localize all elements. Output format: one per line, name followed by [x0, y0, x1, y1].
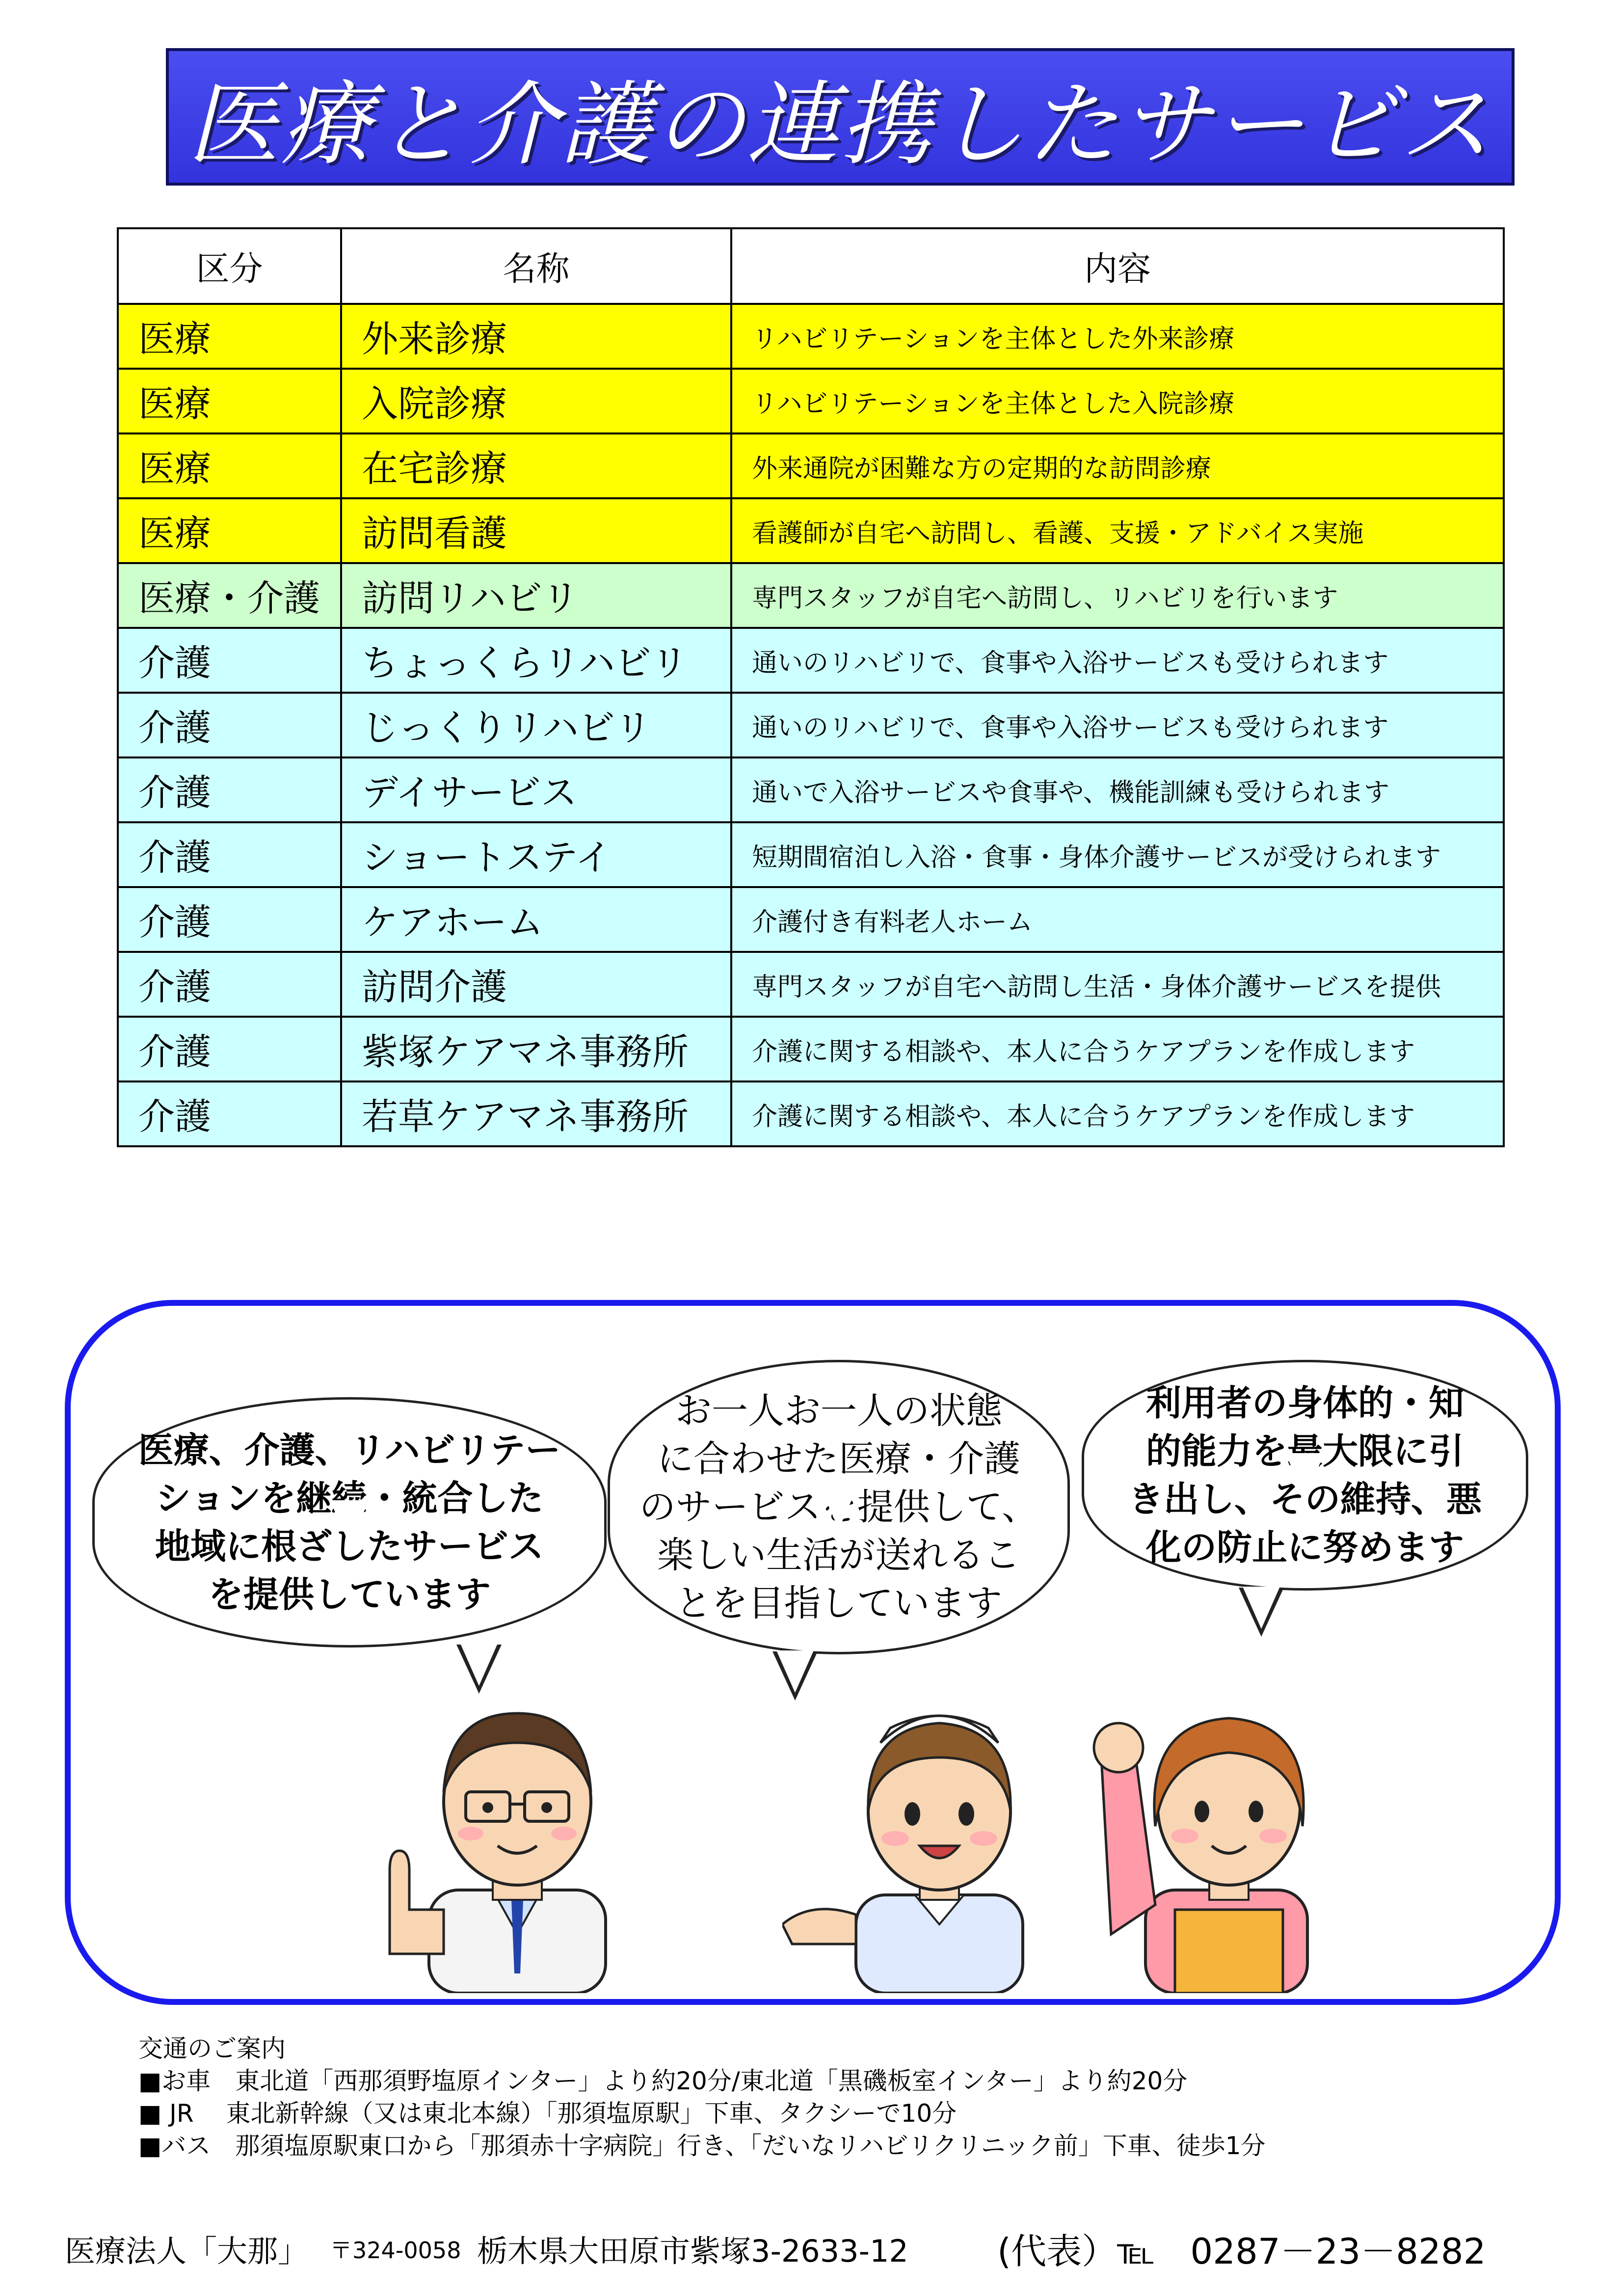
row-description: 外来通院が困難な方の定期的な訪問診療	[731, 433, 1504, 498]
speech-bubble-nurse-text: お一人お一人の状態 に合わせた医療・介護 のサービスを提供して、 楽しい生活が送れるこ とを目指しています	[639, 1390, 1038, 1624]
row-name: 訪問看護	[341, 498, 731, 563]
page-title: 医療と介護の連携したサービス	[187, 71, 1493, 178]
access-heading: 交通のご案内	[138, 2034, 286, 2063]
row-name: ケアホーム	[341, 887, 731, 952]
row-description: 通いで入浴サービスや食事や、機能訓練も受けられます	[731, 757, 1504, 822]
speech-bubble-doctor-text: 医療、介護、リハビリテー ションを継続・統合した 地域に根ざしたサービス を提供しています	[138, 1430, 561, 1615]
services-table	[117, 227, 1505, 1147]
row-description: リハビリテーションを主体とした外来診療	[731, 304, 1504, 369]
access-line-car: ■お車 東北道「西那須野塩原インター」より約20分/東北道「黒磯板室インター」より約20分	[138, 2067, 1188, 2095]
nurse-illustration	[782, 1669, 1087, 1993]
header-category: 区分	[118, 228, 341, 304]
row-name: 訪問リハビリ	[341, 563, 731, 628]
row-description: 介護に関する相談や、本人に合うケアプランを作成します	[731, 1081, 1504, 1146]
row-category: 介護	[118, 887, 341, 952]
access-line-bus: ■バス 那須塩原駅東口から「那須赤十字病院」行き、「だいなリハビリクリニック前」下車、徒歩1分	[138, 2132, 1266, 2160]
access-line-train: ■ JR 東北新幹線（又は東北本線）「那須塩原駅」下車、タクシーで10分	[138, 2099, 957, 2128]
row-name: 若草ケアマネ事務所	[341, 1081, 731, 1146]
table-row	[118, 952, 1504, 1017]
row-category: 医療	[118, 369, 341, 433]
row-category: 介護	[118, 822, 341, 887]
row-category: 介護	[118, 628, 341, 693]
row-category: 介護	[118, 1017, 341, 1081]
header-name: 名称	[341, 228, 731, 304]
row-name: 訪問介護	[341, 952, 731, 1017]
table-header-row	[118, 228, 1504, 304]
row-description: 短期間宿泊し入浴・食事・身体介護サービスが受けられます	[731, 822, 1504, 887]
speech-bubble-nurse	[608, 1360, 1070, 1654]
table-row	[118, 498, 1504, 563]
footer	[65, 2227, 1537, 2271]
row-category: 医療	[118, 433, 341, 498]
header-description: 内容	[731, 228, 1504, 304]
row-description: 介護に関する相談や、本人に合うケアプランを作成します	[731, 1017, 1504, 1081]
row-name: デイサービス	[341, 757, 731, 822]
row-category: 医療	[118, 304, 341, 369]
row-description: 看護師が自宅へ訪問し、看護、支援・アドバイス実施	[731, 498, 1504, 563]
row-name: 在宅診療	[341, 433, 731, 498]
row-description: 専門スタッフが自宅へ訪問し、リハビリを行います	[731, 563, 1504, 628]
table-row	[118, 693, 1504, 757]
row-name: 入院診療	[341, 369, 731, 433]
row-category: 介護	[118, 952, 341, 1017]
phone-number: (代表）℡ 0287－23－8282	[997, 2231, 1486, 2272]
speech-bubble-caregiver-text: 利用者の身体的・知 的能力を最大限に引 き出し、その維持、悪 化の防止に努めます	[1128, 1382, 1482, 1568]
table-row	[118, 304, 1504, 369]
org-name: 医療法人「大那」	[65, 2233, 309, 2269]
table-row	[118, 433, 1504, 498]
row-category: 医療	[118, 498, 341, 563]
table-row	[118, 822, 1504, 887]
row-category: 介護	[118, 757, 341, 822]
row-category: 介護	[118, 1081, 341, 1146]
row-description: 専門スタッフが自宅へ訪問し生活・身体介護サービスを提供	[731, 952, 1504, 1017]
table-row	[118, 1017, 1504, 1081]
address: 栃木県大田原市紫塚3-2633-12	[477, 2233, 908, 2269]
row-description: 通いのリハビリで、食事や入浴サービスも受けられます	[731, 628, 1504, 693]
row-description: リハビリテーションを主体とした入院診療	[731, 369, 1504, 433]
doctor-illustration	[346, 1679, 689, 1993]
caregiver-illustration	[1082, 1679, 1357, 1993]
row-category: 介護	[118, 693, 341, 757]
row-description: 介護付き有料老人ホーム	[731, 887, 1504, 952]
info-panel	[65, 1300, 1561, 2005]
row-name: ショートステイ	[341, 822, 731, 887]
table-row	[118, 563, 1504, 628]
table-row	[118, 1081, 1504, 1146]
table-row	[118, 757, 1504, 822]
speech-bubble-doctor	[92, 1397, 607, 1648]
row-name: じっくりリハビリ	[341, 693, 731, 757]
access-info	[138, 2032, 1266, 2162]
row-name: 外来診療	[341, 304, 731, 369]
title-banner	[166, 48, 1515, 186]
table-row	[118, 369, 1504, 433]
table-row	[118, 887, 1504, 952]
row-description: 通いのリハビリで、食事や入浴サービスも受けられます	[731, 693, 1504, 757]
speech-bubble-caregiver	[1082, 1360, 1528, 1591]
table-row	[118, 628, 1504, 693]
row-category: 医療・介護	[118, 563, 341, 628]
row-name: 紫塚ケアマネ事務所	[341, 1017, 731, 1081]
row-name: ちょっくらリハビリ	[341, 628, 731, 693]
postal-code: 〒324-0058	[330, 2237, 461, 2264]
